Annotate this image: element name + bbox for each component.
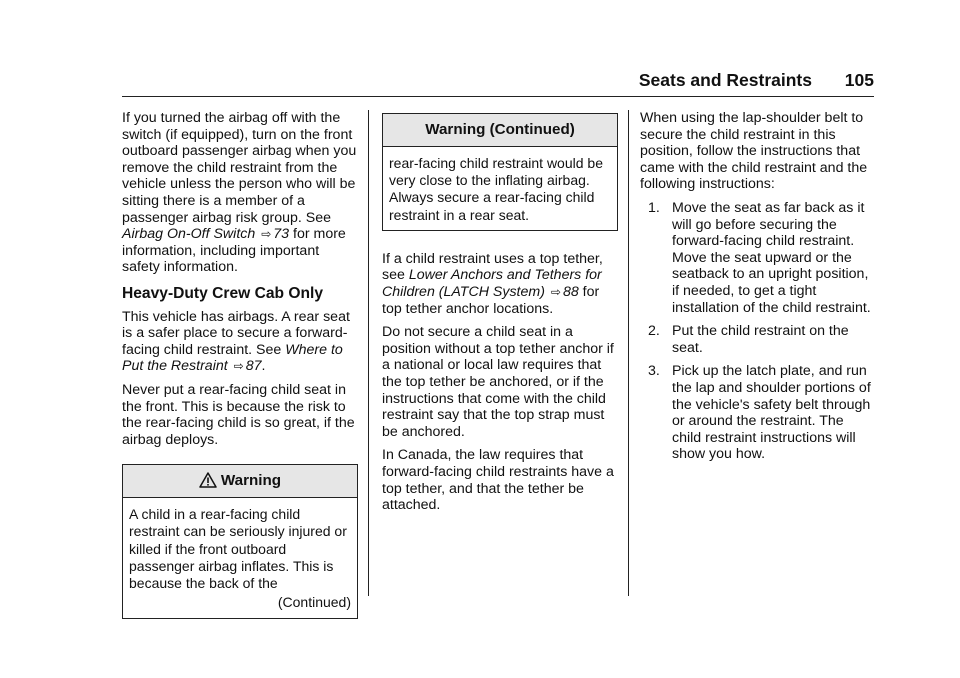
warning-box-continued [382,113,618,231]
cross-reference-link[interactable]: Lower Anchors and Tethers for Children (LATCH System) [382,267,602,300]
list-item [640,200,876,316]
page-ref-arrow-icon: ⇨ [550,285,561,299]
warning-header: Warning (Continued) [383,114,617,147]
column-left [122,110,358,619]
page-number: 105 [844,70,874,90]
warning-title: Warning [220,472,282,490]
paragraph: Do not secure a child seat in a position without a top tether anchor if a national or local law requires that the top tether be anchored, or if the instructions that come with the child restraint say that the top strap must be anchored. [382,324,614,440]
step-number: 3. [648,363,660,380]
text: If you turned the airbag off with the switch (if equipped), turn on the front outboard passenger airbag when you remove the child restraint from the vehicle unless the person who will be sitting there is a member of a passenger airbag risk group. See [122,110,357,226]
list-item [640,363,876,463]
paragraph [122,309,358,375]
warning-header [123,465,357,498]
list-item [640,323,876,356]
page-header [122,66,874,97]
instruction-list [640,200,876,463]
page-ref-arrow-icon: ⇨ [233,359,244,374]
warning-body: rear-facing child restraint would be very close to the inflating airbag. Always secure a rear-facing child restraint in a rear seat. [389,155,603,223]
warning-triangle-icon [199,472,217,488]
text: If a child restraint uses a top tether, see [382,250,603,284]
step-number: 2. [648,323,660,340]
page-ref-number[interactable]: 73 [273,226,290,243]
paragraph: When using the lap-shoulder belt to secure the child restraint in this position, follow the instructions that came with the child restraint and the following instructions: [640,110,868,193]
paragraph [382,251,618,317]
section-heading: Heavy-Duty Crew Cab Only [122,284,324,302]
step-text: Move the seat as far back as it will go before securing the forward-facing child restraint. Move the seat upward or the seatback to an upright position, if needed, to get a tight installation of the child restraint. [672,199,871,316]
page-ref-arrow-icon: ⇨ [261,227,272,242]
section-title: Seats and Restraints [638,70,812,90]
continued-label: (Continued) [277,594,351,611]
warning-body [123,498,357,617]
warning-box [122,464,358,618]
column-middle [382,110,618,521]
step-number: 1. [648,199,660,216]
text: This vehicle has airbags. A rear seat is a safer place to secure a forward-facing child restraint. See [122,308,350,358]
text: for more information, including important safety information. [122,226,346,276]
page-ref-number[interactable]: 87 [245,358,262,375]
text: . [261,358,266,375]
step-text: Pick up the latch plate, and run the lap and shoulder portions of the vehicle's safety belt through or around the restraint. The child restraint instructions will show you how. [672,363,871,463]
text: for top tether anchor locations. [382,284,600,317]
paragraph: In Canada, the law requires that forward-facing child restraints have a top tether, and that the tether be attached. [382,447,614,514]
cross-reference-link[interactable]: Where to Put the Restraint [122,341,343,375]
paragraph [122,110,358,276]
paragraph: Never put a rear-facing child seat in the front. This is because the risk to the rear-facing child is so great, if the airbag deploys. [122,381,355,448]
step-text: Put the child restraint on the seat. [672,323,849,356]
warning-text: A child in a rear-facing child restraint can be seriously injured or killed if the front outboard passenger airbag inflates. This is because the back of the [129,506,347,592]
column-right [640,110,876,470]
column-divider [628,110,629,596]
page-ref-number[interactable]: 88 [562,284,579,300]
column-divider [368,110,369,596]
cross-reference-link[interactable]: Airbag On-Off Switch [122,226,256,243]
